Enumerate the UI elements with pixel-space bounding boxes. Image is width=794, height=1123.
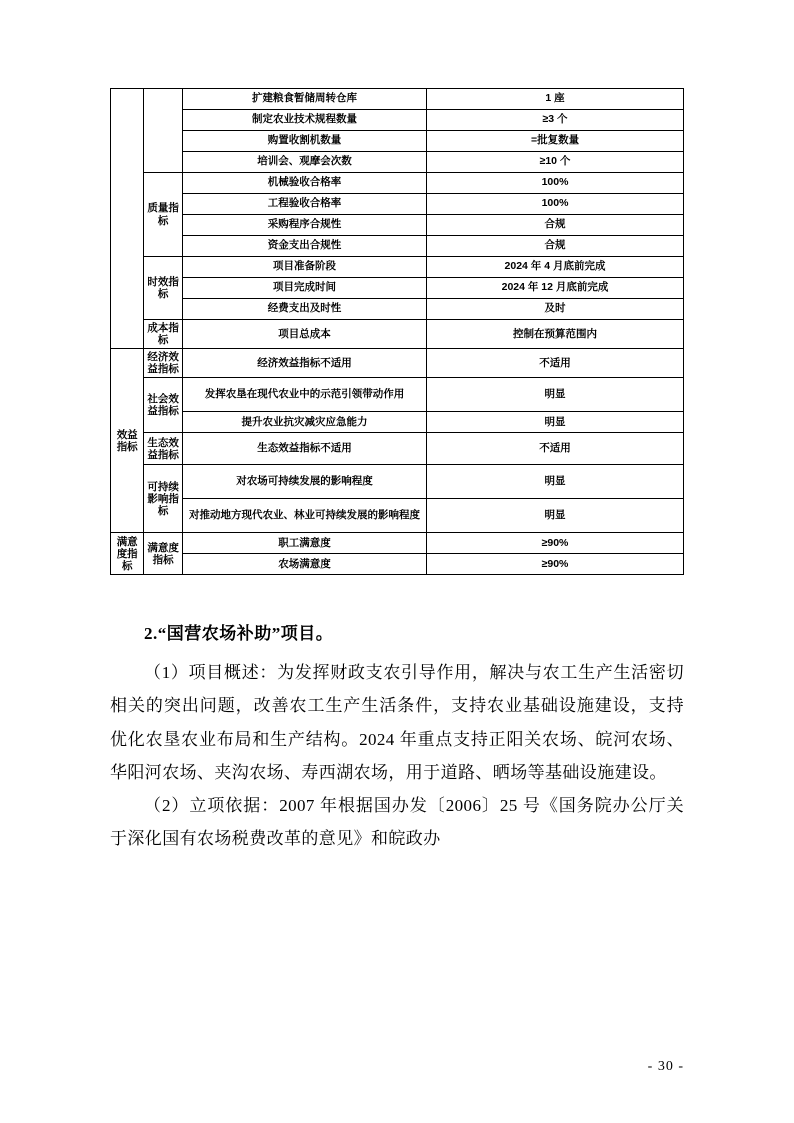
indicator-name: 职工满意度 xyxy=(182,533,426,554)
table-row xyxy=(111,412,684,433)
page-number: - 30 - xyxy=(647,1059,684,1074)
subgroup-label-ecological xyxy=(144,433,183,465)
table-row xyxy=(111,131,684,152)
section-heading: 2.“国营农场补助”项目。 xyxy=(144,624,334,644)
indicator-value: ≥10 个 xyxy=(427,152,684,173)
table-row xyxy=(111,194,684,215)
indicator-name: 制定农业技术规程数量 xyxy=(182,110,426,131)
indicator-value: 不适用 xyxy=(427,349,684,378)
indicator-value: 不适用 xyxy=(427,433,684,465)
subgroup-label-text: 满意度指标 xyxy=(147,541,179,566)
indicator-value: 明显 xyxy=(427,465,684,499)
indicator-value: 及时 xyxy=(427,299,684,320)
subgroup-label-text: 时效指标 xyxy=(147,275,179,300)
table-row xyxy=(111,499,684,533)
subgroup-label-timeliness xyxy=(144,257,183,320)
indicator-value: 明显 xyxy=(427,412,684,433)
subgroup-label-text: 可持续影响指标 xyxy=(147,480,179,517)
indicator-name: 项目完成时间 xyxy=(182,278,426,299)
table-row xyxy=(111,533,684,554)
indicator-name: 项目准备阶段 xyxy=(182,257,426,278)
indicator-name: 项目总成本 xyxy=(182,320,426,349)
indicator-name: 对推动地方现代农业、林业可持续发展的影响程度 xyxy=(182,499,426,533)
table-row xyxy=(111,257,684,278)
indicator-value: =批复数量 xyxy=(427,131,684,152)
category-label-text: 效益指标 xyxy=(116,428,138,453)
subgroup-label-text: 经济效益指标 xyxy=(147,351,179,376)
performance-indicator-table xyxy=(110,88,684,575)
category-cell-benefit xyxy=(111,349,144,533)
subgroup-label-text: 生态效益指标 xyxy=(147,436,179,461)
table-row xyxy=(111,299,684,320)
indicator-value: ≥3 个 xyxy=(427,110,684,131)
table-row xyxy=(111,110,684,131)
table-row xyxy=(111,236,684,257)
table-row xyxy=(111,152,684,173)
indicator-name: 资金支出合规性 xyxy=(182,236,426,257)
indicator-name: 采购程序合规性 xyxy=(182,215,426,236)
table-row xyxy=(111,320,684,349)
paragraph-project-basis: （2）立项依据：2007 年根据国办发〔2006〕25 号《国务院办公厅关于深化国有农场税费改革的意见》和皖政办 xyxy=(110,795,684,848)
table-row xyxy=(111,554,684,575)
subgroup-label-sustainability xyxy=(144,465,183,533)
paragraph-project-overview: （1）项目概述：为发挥财政支农引导作用，解决与农工生产生活密切相关的突出问题，改善农工生产生活条件，支持农业基础设施建设，支持优化农垦农业布局和生产结构。2024 年重点支持正阳关农场、皖河农场、华阳河农场、夹沟农场、寿西湖农场，用于道路、晒场等基础设施建设。 xyxy=(110,663,684,782)
indicator-value: ≥90% xyxy=(427,533,684,554)
indicator-name: 工程验收合格率 xyxy=(182,194,426,215)
table-row xyxy=(111,378,684,412)
table-row xyxy=(111,465,684,499)
subgroup-label-social xyxy=(144,378,183,433)
indicator-name: 培训会、观摩会次数 xyxy=(182,152,426,173)
subgroup-label-economic xyxy=(144,349,183,378)
indicator-value: 明显 xyxy=(427,378,684,412)
indicator-name: 购置收割机数量 xyxy=(182,131,426,152)
table-row xyxy=(111,278,684,299)
indicator-value: ≥90% xyxy=(427,554,684,575)
table-row xyxy=(111,89,684,110)
indicator-value: 2024 年 12 月底前完成 xyxy=(427,278,684,299)
indicator-name: 提升农业抗灾减灾应急能力 xyxy=(182,412,426,433)
table-row xyxy=(111,215,684,236)
indicator-value: 合规 xyxy=(427,215,684,236)
indicator-name: 农场满意度 xyxy=(182,554,426,575)
subgroup-label-blank xyxy=(144,89,183,173)
table-row xyxy=(111,173,684,194)
subgroup-label-text: 社会效益指标 xyxy=(147,393,179,418)
subgroup-label-satisfaction xyxy=(144,533,183,575)
table-row xyxy=(111,349,684,378)
table-body xyxy=(111,89,684,575)
indicator-value: 明显 xyxy=(427,499,684,533)
subgroup-label-text: 成本指标 xyxy=(147,322,179,347)
category-label-text: 满意度指标 xyxy=(116,535,138,572)
indicator-value: 100% xyxy=(427,173,684,194)
indicator-name: 扩建粮食暂储周转仓库 xyxy=(182,89,426,110)
indicator-name: 经济效益指标不适用 xyxy=(182,349,426,378)
indicator-name: 发挥农垦在现代农业中的示范引领带动作用 xyxy=(182,378,426,412)
indicator-name: 对农场可持续发展的影响程度 xyxy=(182,465,426,499)
subgroup-label-quality xyxy=(144,173,183,257)
category-cell-blank xyxy=(111,89,144,349)
subgroup-label-text: 质量指标 xyxy=(147,202,179,227)
indicator-value: 控制在预算范围内 xyxy=(427,320,684,349)
indicator-name: 机械验收合格率 xyxy=(182,173,426,194)
indicator-name: 经费支出及时性 xyxy=(182,299,426,320)
table-row xyxy=(111,433,684,465)
category-cell-satisfaction xyxy=(111,533,144,575)
indicator-value: 2024 年 4 月底前完成 xyxy=(427,257,684,278)
indicator-value: 合规 xyxy=(427,236,684,257)
indicator-name: 生态效益指标不适用 xyxy=(182,433,426,465)
indicator-value: 1 座 xyxy=(427,89,684,110)
indicator-value: 100% xyxy=(427,194,684,215)
subgroup-label-cost xyxy=(144,320,183,349)
